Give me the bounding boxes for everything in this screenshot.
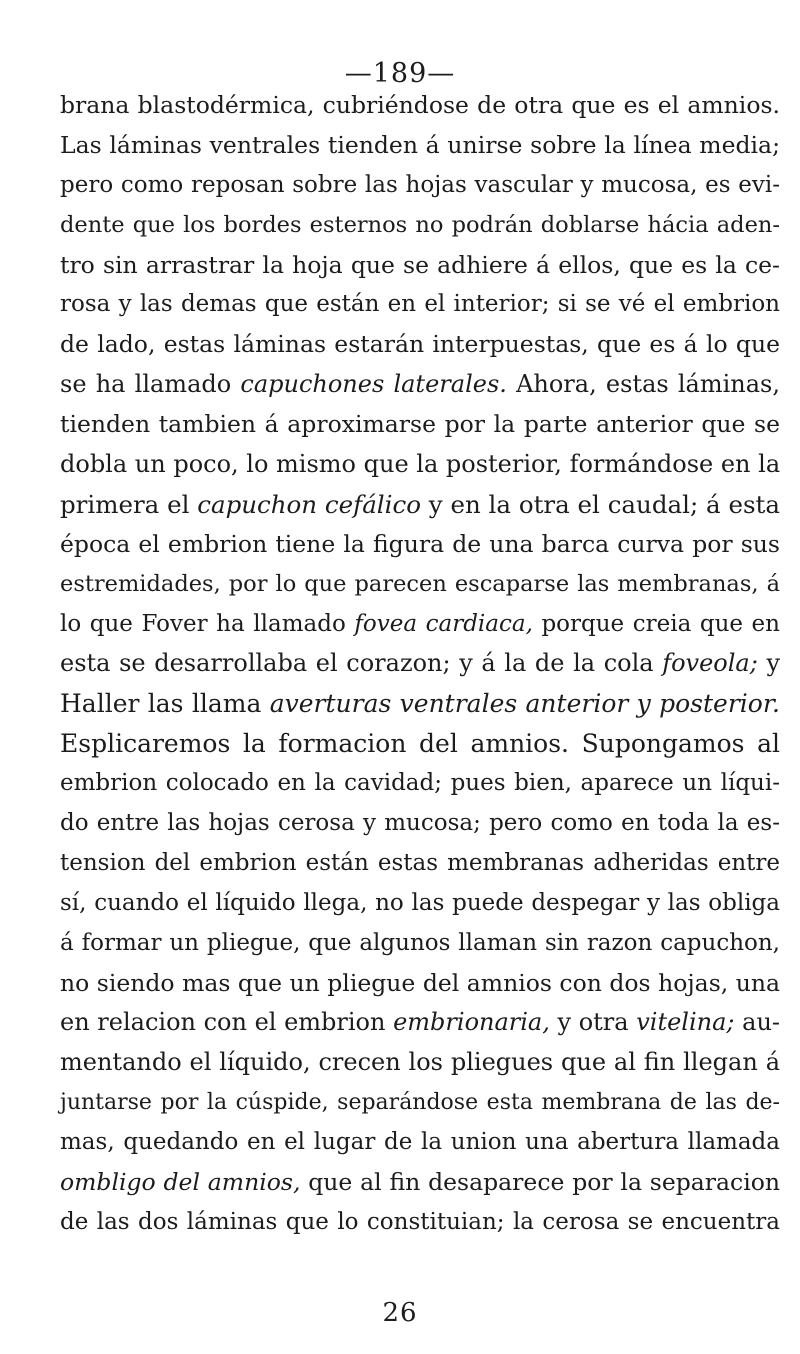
text-line — [60, 525, 780, 565]
text-run: de lado, estas láminas estarán interpuestas, que es á lo que — [60, 330, 780, 359]
text-line — [60, 285, 780, 325]
text-run: porque creia que en — [532, 610, 780, 637]
text-run: y otra — [549, 1008, 637, 1037]
body-text — [60, 86, 780, 1243]
text-line — [60, 964, 780, 1004]
text-line — [60, 1203, 780, 1243]
text-run: brana blastodérmica, cubriéndose de otra que es el amnios. — [60, 91, 780, 119]
text-line — [60, 365, 780, 405]
signature-mark: 26 — [382, 1298, 418, 1328]
text-run: mas, quedando en el lugar de la union una abertura llamada — [60, 1129, 780, 1156]
text-run: primera el — [60, 489, 198, 519]
text-line — [60, 1123, 780, 1163]
text-run: pero como reposan sobre las hojas vascular y mucosa, es evi- — [60, 171, 780, 198]
text-line — [60, 86, 780, 126]
text-line — [60, 884, 780, 924]
text-line — [60, 684, 780, 724]
text-line — [60, 644, 780, 684]
text-run: de las dos láminas que lo constituian; la cerosa se encuentra — [60, 1208, 780, 1235]
text-run: tro sin arrastrar la hoja que se adhiere á ellos, que es la ce- — [60, 250, 780, 279]
text-line — [60, 485, 780, 525]
text-line — [60, 1083, 780, 1123]
text-line — [60, 844, 780, 884]
text-run: se ha llamado — [60, 370, 241, 399]
text-line — [60, 605, 780, 645]
text-run: en relacion con el embrion — [60, 1008, 394, 1037]
text-run: que al fin desaparece por la separacion — [300, 1168, 780, 1197]
text-run: á formar un pliegue, que algunos llaman sin razon capuchon, — [60, 929, 780, 956]
italic-term: fovea cardiaca, — [354, 610, 533, 637]
text-run: tienden tambien á aproximarse por la parte anterior que se — [60, 410, 780, 439]
text-run: do entre las hojas cerosa y mucosa; pero como en toda la es- — [60, 810, 780, 837]
text-run: au- — [734, 1008, 781, 1037]
text-run: Haller las llama — [60, 689, 270, 719]
text-run: dente que los bordes esternos no podrán doblarse hácia aden- — [60, 211, 780, 238]
text-run: tension del embrion están estas membranas adheridas entre — [60, 849, 780, 876]
text-line — [60, 1163, 780, 1203]
text-line — [60, 166, 780, 206]
italic-term: capuchones laterales. — [240, 370, 507, 399]
text-line — [60, 246, 780, 286]
text-run: época el embrion tiene la figura de una barca curva por sus — [60, 529, 780, 558]
text-line — [60, 445, 780, 485]
text-run: lo que Fover ha llamado — [60, 610, 355, 637]
text-run: dobla un poco, lo mismo que la posterior, formándose en la — [60, 450, 781, 479]
text-line — [60, 126, 780, 166]
text-run: y — [757, 649, 781, 678]
text-line — [60, 924, 780, 964]
text-line — [60, 325, 780, 365]
italic-term: averturas ventrales anterior y posterior. — [269, 689, 780, 719]
italic-term: vitelina; — [636, 1008, 735, 1037]
italic-term: ombligo del amnios, — [60, 1168, 301, 1197]
text-run: juntarse por la cúspide, separándose esta membrana de las de- — [60, 1090, 780, 1116]
text-run: mentando el líquido, crecen los pliegues que al fin llegan á — [60, 1048, 780, 1077]
text-line — [60, 724, 780, 764]
text-run: Las láminas ventrales tienden á unirse sobre la línea media; — [60, 130, 780, 159]
text-line — [60, 1003, 780, 1043]
text-line — [60, 764, 780, 804]
text-line — [60, 1043, 780, 1083]
page-number: —189— — [344, 58, 456, 89]
text-run: sí, cuando el líquido llega, no las puede despegar y las obliga — [60, 889, 780, 916]
italic-term: embrionaria, — [393, 1008, 550, 1037]
text-run: y en la otra el caudal; á esta — [420, 489, 780, 519]
text-run: Ahora, estas láminas, — [506, 370, 780, 399]
text-run: estremidades, por lo que parecen escaparse las membranas, á — [60, 570, 780, 597]
text-run: no siendo mas que un pliegue del amnios con dos hojas, una — [60, 968, 780, 997]
text-line — [60, 804, 780, 844]
text-run: esta se desarrollaba el corazon; y á la de la cola — [60, 649, 663, 678]
text-run: rosa y las demas que están en el interior; si se vé el embrion — [60, 291, 780, 318]
text-line — [60, 565, 780, 605]
text-line — [60, 405, 780, 445]
italic-term: capuchon cefálico — [197, 489, 421, 519]
text-run: Esplicaremos la formacion del amnios. Supongamos al — [60, 729, 780, 759]
text-line — [60, 206, 780, 246]
text-run: embrion colocado en la cavidad; pues bien, aparece un líqui- — [60, 770, 780, 797]
italic-term: foveola; — [662, 649, 758, 678]
